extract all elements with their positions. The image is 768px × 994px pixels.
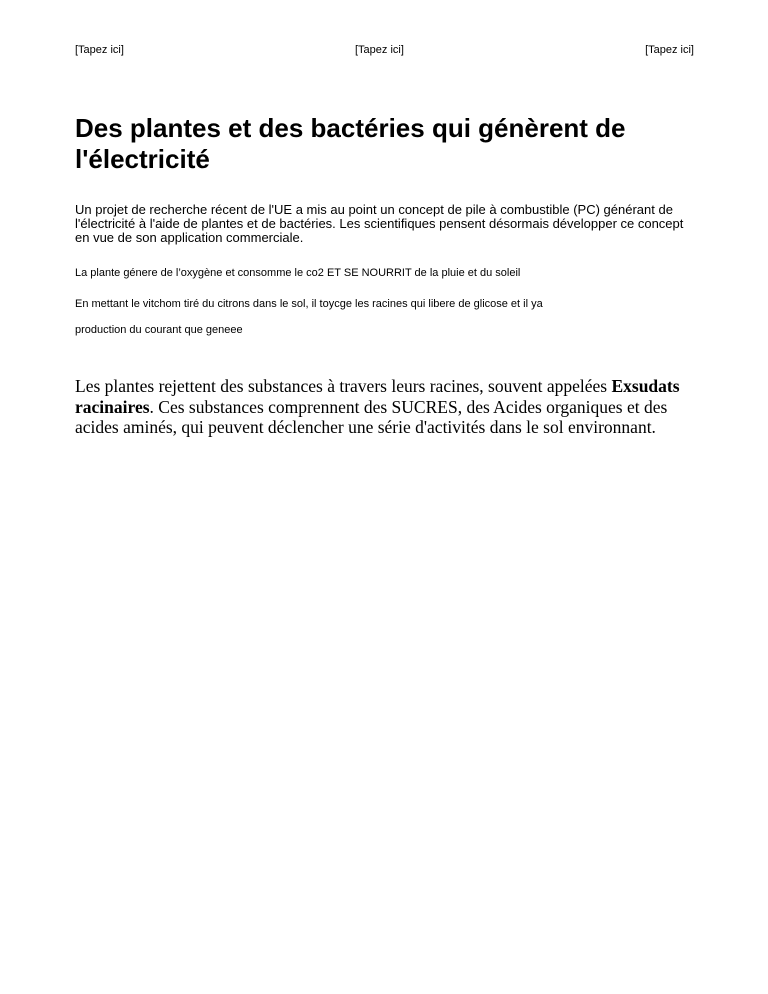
note-line-2: En mettant le vitchom tiré du citrons dans le sol, il toycge les racines qui libere de glicose et il ya — [75, 298, 543, 310]
note-line-3: production du courant que geneee — [75, 324, 243, 336]
body-text-part-2: . Ces substances comprennent des SUCRES, des Acides organiques et des acides aminés, qui peuvent déclencher une série d'activités dans le sol environnant. — [75, 396, 668, 437]
page-header — [75, 42, 694, 58]
header-left-placeholder[interactable]: [Tapez ici] — [75, 44, 124, 56]
bold-term: Exsudats racinaires — [75, 376, 680, 417]
body-paragraph — [75, 376, 695, 438]
document-title: Des plantes et des bactéries qui génèrent de l'électricité — [75, 113, 626, 174]
note-line-1: La plante génere de l’oxygène et consomme le co2 ET SE NOURRIT de la pluie et du soleil — [75, 267, 521, 279]
header-right-placeholder[interactable]: [Tapez ici] — [645, 44, 694, 56]
body-text-part-1: Les plantes rejettent des substances à travers leurs racines, souvent appelées — [75, 376, 612, 396]
intro-paragraph: Un projet de recherche récent de l'UE a mis au point un concept de pile à combustible (PC) générant de l'électricité à l'aide de plantes et de bactéries. Les scientifiques pensent désormais développer ce concept en vue de son application commerciale. — [75, 202, 684, 245]
header-center-placeholder[interactable]: [Tapez ici] — [355, 44, 404, 56]
